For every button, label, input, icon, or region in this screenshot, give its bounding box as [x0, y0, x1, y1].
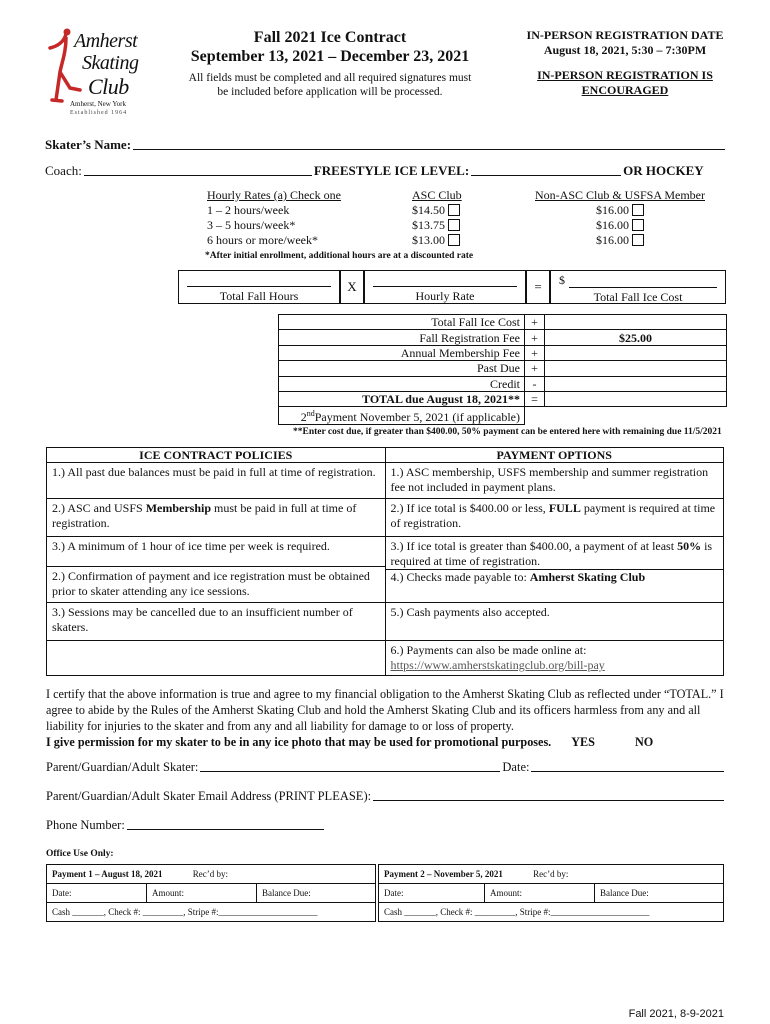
- coach-field[interactable]: [84, 175, 312, 176]
- payment-option-item: 1.) ASC membership, USFS membership and summer registration fee not included in payment plans.: [385, 463, 724, 499]
- payment-2-table: [378, 864, 724, 922]
- payment-2-title: Payment 2 – November 5, 2021: [384, 869, 503, 879]
- empty-cell: [47, 641, 386, 676]
- club-logo: [44, 28, 154, 120]
- totals-operator: +: [525, 315, 545, 330]
- option-text: 2.) If ice total is $400.00 or less,: [390, 501, 549, 515]
- totals-row: [279, 391, 727, 406]
- total-due-value[interactable]: [545, 391, 727, 406]
- option-text: 3.) If ice total is greater than $400.00, a payment of at least: [390, 539, 678, 553]
- completion-note: [180, 71, 480, 99]
- non-asc-rate: $16.00: [596, 233, 629, 247]
- phone-row: [46, 818, 326, 833]
- totals-label: Annual Membership Fee: [279, 345, 525, 360]
- total-ice-cost-line: [569, 276, 717, 288]
- option-bold: Amherst Skating Club: [529, 570, 646, 584]
- totals-value[interactable]: [545, 345, 727, 360]
- totals-operator: +: [525, 361, 545, 376]
- parent-label: Parent/Guardian/Adult Skater:: [46, 760, 199, 774]
- freestyle-level-field[interactable]: [471, 175, 621, 176]
- coach-row: [45, 163, 727, 179]
- asc-rate-checkbox[interactable]: [448, 219, 460, 231]
- skater-name-row: [45, 137, 727, 153]
- date-field[interactable]: [531, 771, 724, 772]
- policy-item: [47, 499, 386, 537]
- policy-text: 2.) ASC and USFS: [52, 501, 146, 515]
- asc-rate: $13.75: [412, 218, 445, 232]
- rates-col-asc: ASC Club: [412, 188, 462, 202]
- total-ice-cost-label: Total Fall Ice Cost: [593, 290, 683, 304]
- logo-established: Established 1964: [70, 110, 128, 116]
- totals-row: [279, 376, 727, 391]
- parent-field[interactable]: [200, 771, 500, 772]
- policies-header: ICE CONTRACT POLICIES: [47, 448, 386, 463]
- total-hours-line: [187, 275, 331, 287]
- office-use-label: Office Use Only:: [46, 849, 114, 859]
- phone-field[interactable]: [127, 829, 324, 830]
- email-row: [46, 789, 726, 804]
- payment-option-item: [385, 499, 724, 537]
- balance-cell[interactable]: Balance Due:: [595, 884, 724, 903]
- option-text: is required at time of registration.: [390, 539, 713, 568]
- equals-sign: =: [526, 270, 550, 304]
- total-ice-cost-box[interactable]: [550, 270, 726, 304]
- email-label: Parent/Guardian/Adult Skater Email Address (PRINT PLEASE):: [46, 789, 372, 803]
- option-bold: FULL: [548, 501, 581, 515]
- title-line-2: September 13, 2021 – December 23, 2021: [190, 48, 470, 65]
- note-line-2: be included before application will be processed.: [217, 86, 443, 98]
- totals-label: Past Due: [279, 361, 525, 376]
- totals-row: [279, 315, 727, 330]
- non-asc-rate-checkbox[interactable]: [632, 219, 644, 231]
- totals-value[interactable]: [545, 376, 727, 391]
- policy-bold: Membership: [145, 501, 212, 515]
- footer-version: Fall 2021, 8-9-2021: [628, 1008, 724, 1020]
- empty-cell: [545, 407, 727, 425]
- logo-location: Amherst, New York: [70, 100, 126, 108]
- encouraged-line-1: IN-PERSON REGISTRATION IS: [537, 68, 713, 82]
- rate-row: [205, 233, 720, 248]
- times-sign: X: [340, 270, 364, 304]
- email-field[interactable]: [373, 800, 724, 801]
- totals-label: Credit: [279, 376, 525, 391]
- logo-line-2: Skating: [82, 52, 139, 74]
- totals-operator: +: [525, 330, 545, 345]
- registration-fee-value: $25.00: [545, 330, 727, 345]
- option-text: 4.) Checks made payable to:: [390, 570, 530, 584]
- reg-line-1: IN-PERSON REGISTRATION DATE: [526, 28, 724, 42]
- payment-1-title: Payment 1 – August 18, 2021: [52, 869, 163, 879]
- second-pre: 2: [300, 410, 307, 425]
- skater-name-field[interactable]: [133, 137, 725, 150]
- dollar-sign: $: [559, 273, 565, 287]
- totals-row: [279, 361, 727, 376]
- permission-text: I give permission for my skater to be in any ice photo that may be used for promotional purposes.: [46, 735, 552, 749]
- second-payment-label: [279, 407, 525, 425]
- reg-line-2: August 18, 2021, 5:30 – 7:30PM: [543, 43, 707, 57]
- policy-item: 1.) All past due balances must be paid in full at time of registration.: [47, 463, 386, 499]
- asc-rate-checkbox[interactable]: [448, 204, 460, 216]
- asc-rate-checkbox[interactable]: [448, 234, 460, 246]
- non-asc-rate-checkbox[interactable]: [632, 234, 644, 246]
- encouraged-line-2: ENCOURAGED: [581, 83, 669, 97]
- totals-label: Fall Registration Fee: [279, 330, 525, 345]
- payment-option-item: [385, 641, 724, 676]
- rate-label: 1 – 2 hours/week: [207, 203, 290, 217]
- non-asc-rate: $16.00: [596, 203, 629, 217]
- coach-label: Coach:: [45, 163, 82, 178]
- amount-cell[interactable]: Amount:: [485, 884, 595, 903]
- logo-line-1: Amherst: [74, 30, 138, 52]
- non-asc-rate: $16.00: [596, 218, 629, 232]
- payment-2-header: [379, 865, 724, 884]
- payment-option-item: [385, 537, 724, 603]
- rates-col-non-asc: Non-ASC Club & USFSA Member: [534, 188, 706, 202]
- payment-method-cell[interactable]: Cash _______, Check #: _________, Stripe #:______________________: [379, 903, 724, 922]
- contract-title: [180, 28, 480, 66]
- totals-value[interactable]: [545, 315, 727, 330]
- rate-label: 3 – 5 hours/week*: [207, 218, 296, 232]
- photo-permission: [46, 734, 736, 750]
- totals-operator: +: [525, 345, 545, 360]
- payment-method-cell[interactable]: Cash _______, Check #: _________, Stripe #:______________________: [47, 903, 376, 922]
- logo-line-3: Club: [88, 74, 129, 99]
- rate-label: 6 hours or more/week*: [207, 233, 318, 247]
- asc-rate: $14.50: [412, 203, 445, 217]
- balance-cell[interactable]: Balance Due:: [257, 884, 376, 903]
- totals-table: [278, 314, 727, 425]
- or-hockey-label: OR HOCKEY: [623, 163, 704, 178]
- policies-table: [46, 447, 724, 676]
- total-hours-label: Total Fall Hours: [219, 289, 299, 303]
- option-text: 6.) Payments can also be made online at:: [390, 643, 587, 657]
- asc-rate: $13.00: [412, 233, 445, 247]
- cost-due-note: **Enter cost due, if greater than $400.00, 50% payment can be entered here with remaining due 11/5/2021: [293, 427, 722, 437]
- parent-row: [46, 760, 726, 775]
- totals-value[interactable]: [545, 361, 727, 376]
- phone-label: Phone Number:: [46, 818, 125, 832]
- rate-row: [205, 203, 720, 218]
- certification: [46, 686, 736, 750]
- totals-operator: =: [525, 391, 545, 406]
- freestyle-label: FREESTYLE ICE LEVEL:: [313, 163, 470, 178]
- second-sup: nd: [306, 409, 315, 419]
- note-line-1: All fields must be completed and all required signatures must: [188, 72, 472, 84]
- totals-row: [279, 330, 727, 345]
- bill-pay-link[interactable]: https://www.amherstskatingclub.org/bill-pay: [390, 658, 605, 672]
- date-cell[interactable]: Date:: [379, 884, 485, 903]
- ice-cost-calculation: [178, 270, 726, 304]
- policy-item: 3.) A minimum of 1 hour of ice time per week is required.: [47, 537, 386, 567]
- option-bold: 50%: [677, 539, 702, 553]
- totals-label: Total Fall Ice Cost: [279, 315, 525, 330]
- recd-by-label: Rec’d by:: [533, 869, 569, 879]
- date-label: Date:: [502, 760, 530, 774]
- option-text: payment is required at time of registration.: [390, 501, 716, 530]
- amount-cell[interactable]: Amount:: [147, 884, 257, 903]
- second-label-text: Payment November 5, 2021 (if applicable): [314, 410, 520, 425]
- certification-text: I certify that the above information is true and agree to my financial obligation to the Amherst Skating Club as reflected under “TOTAL.” I agree to abide by the Rules of the Amherst Skating Club and hold the Amherst Skating Club and its officers harmless from any and all liability for injuries to the skater and from any and all liability for damage to or loss of property.: [46, 687, 724, 733]
- skater-name-label: Skater’s Name:: [45, 137, 132, 152]
- policy-item: 2.) Confirmation of payment and ice registration must be obtained prior to skater attending any ice sessions.: [47, 567, 386, 603]
- policy-item: 3.) Sessions may be cancelled due to an insufficient number of skaters.: [47, 603, 386, 641]
- payment-options-header: PAYMENT OPTIONS: [385, 448, 724, 463]
- rate-row: [205, 218, 720, 233]
- title-line-1: Fall 2021 Ice Contract: [253, 29, 407, 46]
- hourly-rate-label: Hourly Rate: [415, 289, 475, 303]
- policy-text: must be paid in full at time of registration.: [52, 501, 357, 530]
- totals-operator: -: [525, 376, 545, 391]
- discount-note: *After initial enrollment, additional hours are at a discounted rate: [205, 251, 474, 261]
- payment-1-table: [46, 864, 376, 922]
- registration-info: [490, 28, 760, 98]
- hourly-rates-table: [205, 188, 720, 248]
- encouraged-note: [490, 68, 760, 98]
- rates-col-hours: Hourly Rates (a) Check one: [207, 188, 341, 202]
- hourly-rate-line: [373, 275, 517, 287]
- non-asc-rate-checkbox[interactable]: [632, 204, 644, 216]
- total-hours-box[interactable]: [178, 270, 340, 304]
- empty-cell: [525, 407, 545, 425]
- payment-1-header: [47, 865, 376, 884]
- totals-row: [279, 345, 727, 360]
- date-cell[interactable]: Date:: [47, 884, 147, 903]
- payment-option-item: 5.) Cash payments also accepted.: [385, 603, 724, 641]
- totals-label: TOTAL due August 18, 2021**: [279, 391, 525, 406]
- no-option[interactable]: NO: [634, 735, 654, 749]
- yes-option[interactable]: YES: [571, 735, 595, 749]
- recd-by-label: Rec’d by:: [192, 869, 229, 879]
- hourly-rate-box[interactable]: [364, 270, 526, 304]
- totals-row: [279, 407, 727, 425]
